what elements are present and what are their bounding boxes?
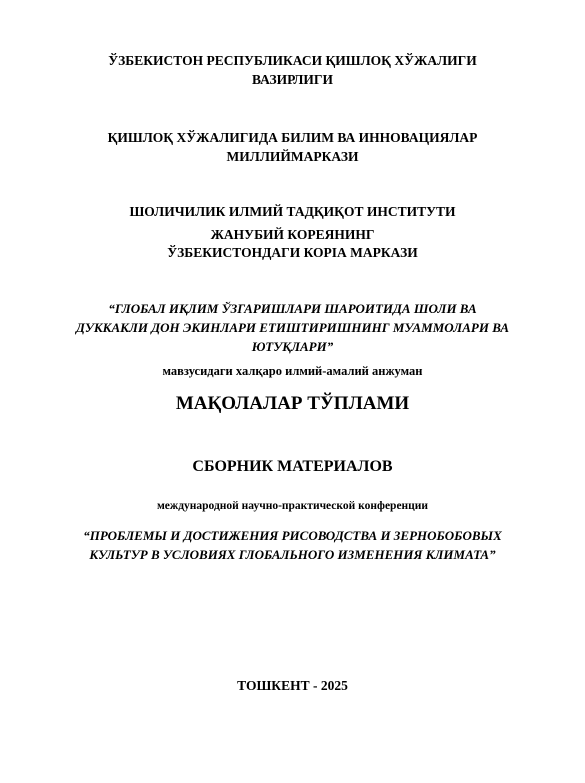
theme-ru-line-2: КУЛЬТУР В УСЛОВИЯХ ГЛОБАЛЬНОГО ИЗМЕНЕНИЯ КЛИМАТА” <box>89 547 496 562</box>
collection-uz-title: МАҚОЛАЛАР ТЎПЛАМИ <box>175 393 410 414</box>
korea-center-line-1: ЖАНУБИЙ КОРЕЯНИНГ <box>210 227 375 242</box>
korea-center-line-2: ЎЗБЕКИСТОНДАГИ КОРІА МАРКАЗИ <box>167 245 418 260</box>
collection-ru-title: СБОРНИК МАТЕРИАЛОВ <box>192 458 393 475</box>
theme-uz-line-2: ДУККАКЛИ ДОН ЭКИНЛАРИ ЕТИШТИРИШНИНГ МУАММОЛАРИ ВА <box>75 320 510 335</box>
conference-ru: международной научно-практической конференции <box>156 500 429 512</box>
center-line-1: ҚИШЛОҚ ХЎЖАЛИГИДА БИЛИМ ВА ИННОВАЦИЯЛАР <box>107 130 478 145</box>
place-year: ТОШКЕНТ - 2025 <box>237 678 348 693</box>
center-line-2: МИЛЛИЙМАРКАЗИ <box>226 149 359 164</box>
institute-name: ШОЛИЧИЛИК ИЛМИЙ ТАДҚИҚОТ ИНСТИТУТИ <box>129 204 456 219</box>
ministry-line-2: ВАЗИРЛИГИ <box>251 72 334 87</box>
theme-uz-line-1: “ГЛОБАЛ ИҚЛИМ ЎЗГАРИШЛАРИ ШАРОИТИДА ШОЛИ ВА <box>108 301 477 316</box>
ministry-line-1: ЎЗБЕКИСТОН РЕСПУБЛИКАСИ ҚИШЛОҚ ХЎЖАЛИГИ <box>108 53 477 68</box>
theme-uz-line-3: ЮТУҚЛАРИ” <box>251 339 334 354</box>
conference-uz: мавзусидаги халқаро илмий-амалий анжуман <box>162 364 423 378</box>
theme-ru-line-1: “ПРОБЛЕМЫ И ДОСТИЖЕНИЯ РИСОВОДСТВА И ЗЕРНОБОБОВЫХ <box>83 528 502 543</box>
